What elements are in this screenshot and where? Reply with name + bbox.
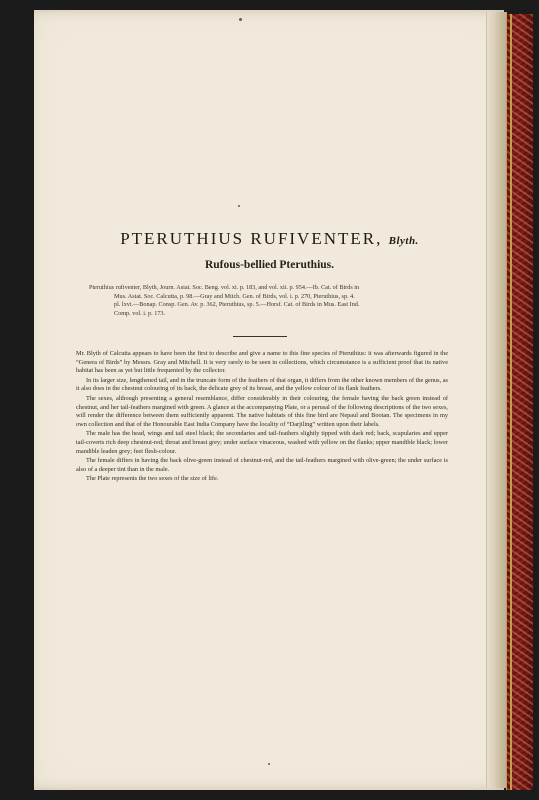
paragraph: In its larger size, lengthened tail, and in the truncate form of the feathers of that organ, it differs from the other known members of the genus, as it also does in the chestnut colouring of its back, the delicate grey of its breast, and the yellow colour of its flank feathers. — [76, 376, 448, 393]
paragraph: The sexes, although presenting a general resemblance, differ considerably in their colouring, the female having the back green instead of chestnut, and her tail-feathers margined with green. A glance at the accompanying Plate, or a perusal of the following descriptions of the two sexes, will render the difference between them sufficiently apparent. The native habitats of this fine bird are Nepaul and Bootan. The specimens in my own collection and that of the Honourable East India Company have the locality of “Darjiling” written upon their labels. — [76, 394, 448, 428]
paragraph: The male has the head, wings and tail steel black; the secondaries and tail-feathers slightly tipped with dark red; back, scapularies and upper tail-coverts rich deep chestnut-red; throat and breast grey; under surface vinaceous, washed with yellow on the flanks; upper mandible black; lower mandible leaden grey; feet flesh-colour. — [76, 430, 448, 455]
page-mark — [238, 205, 240, 207]
paragraph: The Plate represents the two sexes of the size of life. — [86, 475, 219, 483]
paragraph: Mr. Blyth of Calcutta appears to have been the first to describe and give a name to this fine species of Pteruthius: it was afterwards figured in the “Genera of Birds” by Messrs. Gray and Mitchell. It is very rarely to be seen in collections, which circumstance is a sufficient proof that its native habitat has been as yet but little frequented by the collector. — [76, 350, 448, 375]
spine-gilt-line — [510, 14, 512, 790]
section-divider — [233, 336, 287, 337]
synonymy-line: Pteruthius rufiventer, Blyth, Journ. Asiat. Soc. Beng. vol. xi. p. 183, and vol. xii. p. 954.—Ib. Cat. of Birds in — [89, 284, 360, 291]
synonymy-line: Comp. vol. i. p. 173. — [114, 309, 166, 317]
synonymy-block — [89, 284, 419, 318]
synonymy-line: Mus. Asiat. Soc. Calcutta, p. 98.—Gray and Mitch. Gen. of Birds, vol. i. p. 270, Pteruthius, sp. 4. — [114, 292, 355, 300]
paragraph: The female differs in having the back olive-green instead of chestnut-red, and the tail-feathers margined with olive-green; the under surface is also of a deeper tint than in the male. — [76, 457, 448, 473]
common-name: Rufous-bellied Pteruthius. — [204, 259, 335, 271]
synonymy-line: pl. lxvi.—Bonap. Consp. Gen. Av. p. 362, Pteruthius, sp. 5.—Horsf. Cat. of Birds in Mus. East Ind. — [114, 301, 360, 309]
page-mark — [239, 18, 242, 21]
page-edges — [486, 12, 507, 788]
species-author: Blyth. — [388, 235, 419, 247]
page-mark — [268, 763, 270, 765]
species-name: PTERUTHIUS RUFIVENTER, — [120, 229, 383, 248]
species-title — [0, 229, 539, 249]
description-text — [76, 350, 448, 485]
